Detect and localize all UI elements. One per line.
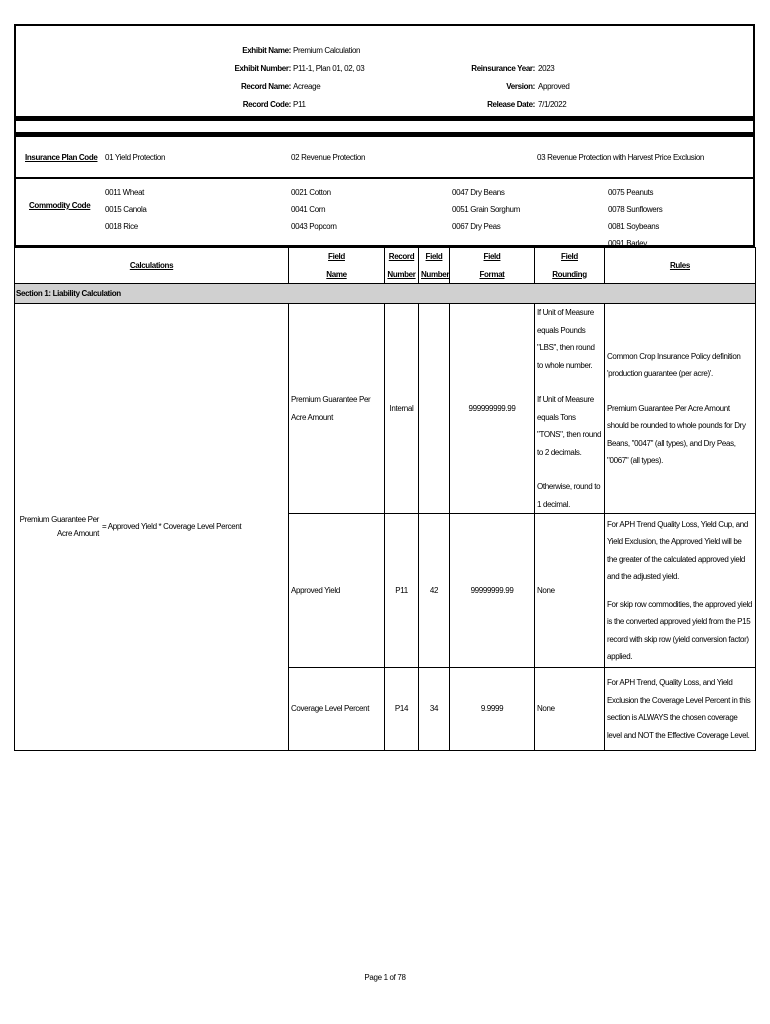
exhibit-name-label: Exhibit Name:: [242, 46, 291, 55]
rounding-text: Otherwise, round to 1 decimal.: [537, 482, 601, 509]
plan-item: 03 Revenue Protection with Harvest Price Exclusion: [537, 153, 705, 162]
field-number-cell: 42: [419, 514, 450, 668]
field-number-cell: [419, 304, 450, 514]
rules-text: For APH Trend Quality Loss, Yield Cup, and Yield Exclusion, the Approved Yield will be the greater of the calculated approved yield and the adjusted yield.: [607, 519, 748, 581]
calculation-cell: [15, 304, 289, 751]
exhibit-page: [14, 24, 755, 751]
plan-item: 01 Yield Protection: [105, 153, 166, 162]
record-code-label: Record Code:: [242, 100, 291, 109]
commodity-item: 0041 Corn: [291, 205, 326, 214]
calculations-header: Calculations: [15, 248, 289, 284]
record-name-label: Record Name:: [240, 82, 291, 91]
exhibit-name: Premium Calculation: [293, 46, 361, 55]
rules-cell: [605, 514, 756, 668]
exhibit-number-label: Exhibit Number:: [234, 64, 291, 73]
commodity-column-4: [608, 184, 662, 252]
commodity-code-label: Commodity Code: [29, 201, 91, 210]
record-number-cell: P11: [385, 514, 419, 668]
spacer-row: [14, 121, 755, 132]
commodity-item: 0015 Canola: [105, 205, 147, 214]
record-name: Acreage: [293, 82, 321, 91]
release-date: 7/1/2022: [538, 100, 567, 109]
field-name-cell: Approved Yield: [289, 514, 385, 668]
commodity-item: 0067 Dry Peas: [452, 222, 501, 231]
commodity-item: 0043 Popcorn: [291, 222, 337, 231]
rounding-text: If Unit of Measure equals Tons "TONS", then round to 2 decimals.: [537, 395, 602, 457]
rules-text: Premium Guarantee Per Acre Amount should be rounded to whole pounds for Dry Beans, "0047" (all types), and Dry Peas, "0067" (all types).: [607, 403, 746, 465]
record-code: P11: [293, 100, 306, 109]
rules-header: Rules: [605, 248, 756, 284]
section-title: Section 1: Liability Calculation: [15, 284, 756, 304]
commodity-item: 0078 Sunflowers: [608, 205, 663, 214]
commodity-item: 0021 Cotton: [291, 188, 331, 197]
commodity-item: 0075 Peanuts: [608, 188, 654, 197]
rules-cell: [605, 304, 756, 514]
commodity-item: 0091 Barley: [608, 239, 647, 248]
insurance-plan-section: [14, 137, 755, 179]
insurance-plan-label: Insurance Plan Code: [25, 153, 98, 162]
field-name-cell: Coverage Level Percent: [289, 668, 385, 751]
version-label: Version:: [506, 82, 535, 91]
field-format-cell: 99999999.99: [450, 514, 535, 668]
calculation-formula: = Approved Yield * Coverage Level Percent: [102, 522, 242, 532]
field-format-cell: 999999999.99: [450, 304, 535, 514]
rules-text: Common Crop Insurance Policy definition 'production guarantee (per acre)'.: [607, 351, 741, 378]
record-number-cell: P14: [385, 668, 419, 751]
field-name-cell: Premium Guarantee Per Acre Amount: [289, 304, 385, 514]
field-format-cell: 9.9999: [450, 668, 535, 751]
rounding-cell: [535, 304, 605, 514]
commodity-item: 0047 Dry Beans: [452, 188, 505, 197]
exhibit-header: [14, 24, 755, 116]
commodity-item: 0011 Wheat: [105, 188, 145, 197]
calculation-table: [14, 247, 756, 751]
version: Approved: [538, 82, 570, 91]
release-date-label: Release Date:: [487, 100, 535, 109]
table-header-row: [15, 248, 756, 284]
rules-cell: For APH Trend, Quality Loss, and Yield Exclusion the Coverage Level Percent in this section is ALWAYS the chosen coverage level and NOT the Effective Coverage Level.: [605, 668, 756, 751]
record-number-cell: Internal: [385, 304, 419, 514]
commodity-item: 0051 Grain Sorghum: [452, 205, 520, 214]
field-name-header: Field Name: [289, 248, 385, 284]
field-number-cell: 34: [419, 668, 450, 751]
rounding-text: If Unit of Measure equals Pounds "LBS", then round to whole number.: [537, 308, 595, 370]
reinsurance-year-label: Reinsurance Year:: [471, 64, 535, 73]
field-format-header: Field Format: [450, 248, 535, 284]
page-number: Page 1 of 78: [364, 973, 406, 982]
rounding-cell: None: [535, 668, 605, 751]
field-number-header: Field Number: [419, 248, 450, 284]
field-rounding-header: Field Rounding: [535, 248, 605, 284]
exhibit-number: P11-1, Plan 01, 02, 03: [293, 64, 365, 73]
table-row: [15, 304, 756, 514]
plan-item: 02 Revenue Protection: [291, 153, 366, 162]
commodity-item: 0018 Rice: [105, 222, 138, 231]
commodity-section: [14, 179, 755, 247]
commodity-column-1: [105, 184, 147, 235]
commodity-column-2: [291, 184, 337, 235]
commodity-item: 0081 Soybeans: [608, 222, 660, 231]
rules-text: For skip row commodities, the approved yield is the converted approved yield from the P15 record with skip row (yield conversion factor) applied.: [607, 599, 753, 661]
section-row: [15, 284, 756, 304]
rounding-cell: None: [535, 514, 605, 668]
record-number-header: Record Number: [385, 248, 419, 284]
reinsurance-year: 2023: [538, 64, 555, 73]
commodity-column-3: [452, 184, 520, 235]
calculation-name: Premium Guarantee Per Acre Amount: [19, 515, 99, 538]
